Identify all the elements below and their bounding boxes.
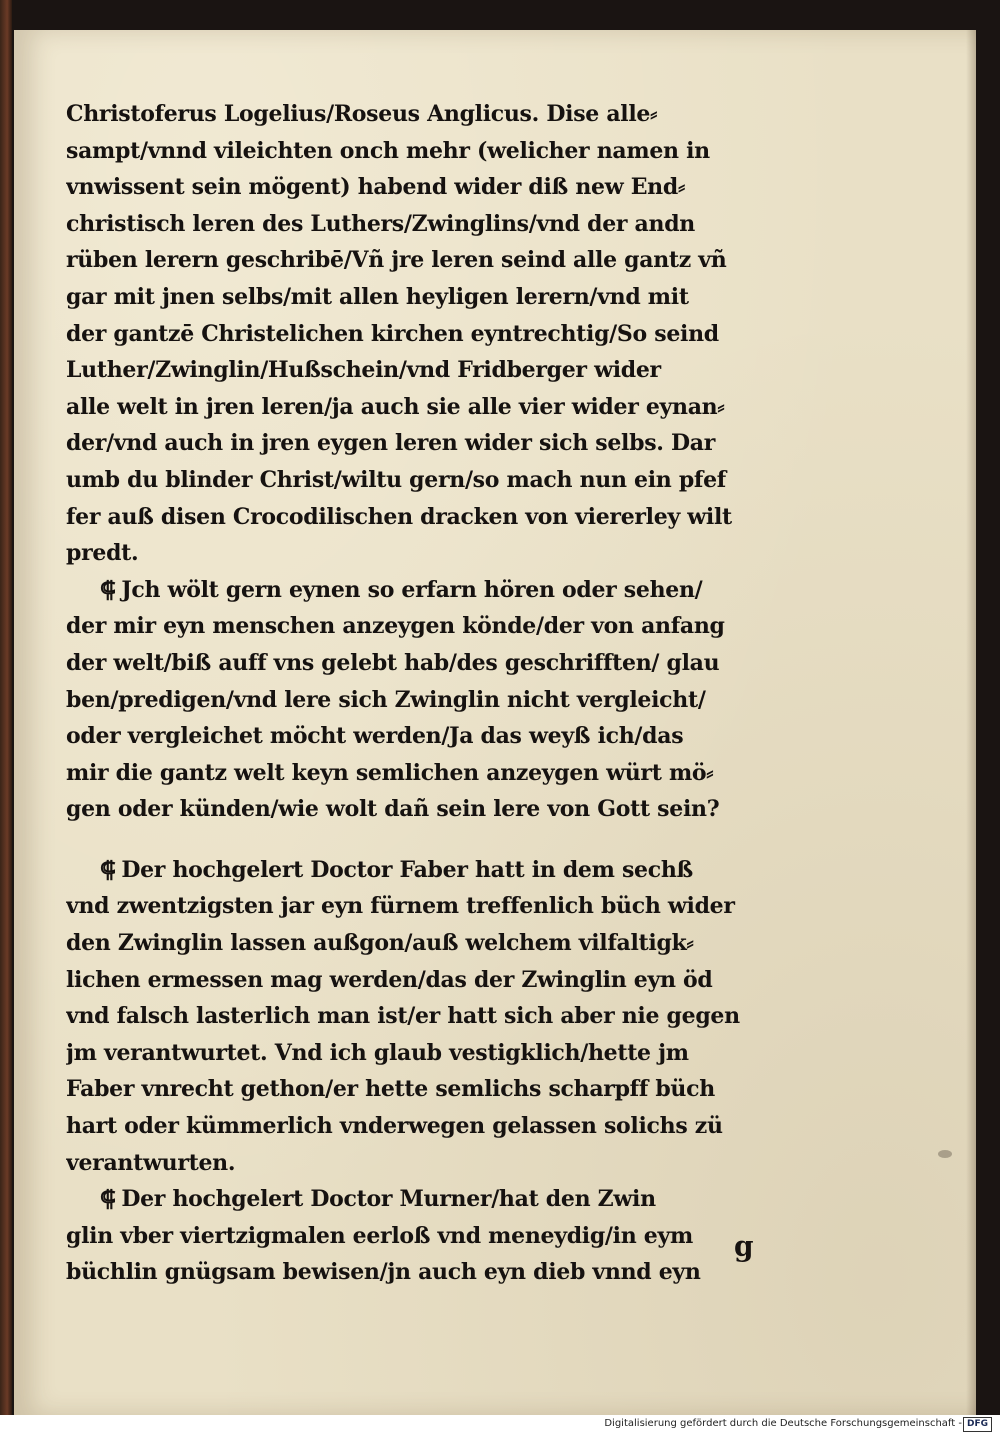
text-line-content: Jch wölt gern eynen so erfarn hören oder sehen/ bbox=[121, 576, 703, 603]
text-line: vnwissent sein mögent) habend wider diß new End⸗ bbox=[66, 174, 685, 201]
text-line: verantwurten. bbox=[66, 1149, 236, 1176]
text-line: den Zwinglin lassen außgon/auß welchem vilfaltigk⸗ bbox=[66, 930, 694, 957]
page-text bbox=[66, 96, 806, 1291]
text-line: Faber vnrecht gethon/er hette semlichs scharpff büch bbox=[66, 1076, 715, 1103]
text-line: Luther/Zwinglin/Hußschein/vnd Fridberger wider bbox=[66, 357, 661, 384]
text-line: alle welt in jren leren/ja auch sie alle vier wider eynan⸗ bbox=[66, 393, 725, 420]
text-line: vnd zwentzigsten jar eyn fürnem treffenlich büch wider bbox=[66, 893, 735, 920]
pilcrow-icon: ⸿ bbox=[100, 1186, 116, 1213]
text-line: hart oder kümmerlich vnderwegen gelassen solichs zü bbox=[66, 1113, 723, 1140]
text-line: büchlin gnügsam bewisen/jn auch eyn dieb vnnd eyn bbox=[66, 1259, 701, 1286]
text-line bbox=[66, 852, 806, 889]
text-line: mir die gantz welt keyn semlichen anzeygen würt mö⸗ bbox=[66, 759, 714, 786]
text-line: Christoferus Logelius/Roseus Anglicus. Dise alle⸗ bbox=[66, 101, 658, 127]
book-spine bbox=[0, 0, 12, 1415]
ink-smudge bbox=[938, 1150, 952, 1158]
text-line-content: Der hochgelert Doctor Faber hatt in dem sechß bbox=[121, 856, 693, 883]
page-edge-shadow bbox=[966, 30, 976, 1415]
text-line: der gantzē Christelichen kirchen eyntrechtig/So seind bbox=[66, 320, 719, 347]
text-line: christisch leren des Luthers/Zwinglins/vnd der andn bbox=[66, 210, 695, 237]
pilcrow-icon: ⸿ bbox=[100, 856, 116, 883]
text-line: umb du blinder Christ/wiltu gern/so mach nun ein pfef bbox=[66, 466, 726, 493]
funding-notice: Digitalisierung gefördert durch die Deutsche Forschungsgemeinschaft - bbox=[604, 1418, 962, 1429]
book-page bbox=[14, 30, 976, 1415]
pilcrow-icon: ⸿ bbox=[100, 576, 116, 603]
text-line: gen oder künden/wie wolt dañ sein lere von Gott sein? bbox=[66, 796, 720, 823]
text-line: sampt/vnnd vileichten onch mehr (welicher namen in bbox=[66, 137, 710, 164]
text-line: rüben lerern geschribē/Vñ jre leren seind alle gantz vñ bbox=[66, 247, 727, 274]
text-line: der welt/biß auff vns gelebt hab/des geschrifften/ glau bbox=[66, 649, 720, 676]
paragraph-gap bbox=[66, 828, 806, 852]
text-line: ben/predigen/vnd lere sich Zwinglin nicht vergleicht/ bbox=[66, 686, 706, 713]
text-line: lichen ermessen mag werden/das der Zwinglin eyn öd bbox=[66, 966, 713, 993]
text-line: predt. bbox=[66, 540, 139, 567]
text-line: jm verantwurtet. Vnd ich glaub vestigklich/hette jm bbox=[66, 1039, 689, 1066]
text-line: der/vnd auch in jren eygen leren wider sich selbs. Dar bbox=[66, 430, 716, 457]
text-line: vnd falsch lasterlich man ist/er hatt sich aber nie gegen bbox=[66, 1003, 740, 1030]
signature-mark: g bbox=[734, 1230, 754, 1263]
text-line-content: Der hochgelert Doctor Murner/hat den Zwin bbox=[121, 1186, 656, 1213]
text-line bbox=[66, 1181, 806, 1218]
text-line: oder vergleichet möcht werden/Ja das weyß ich/das bbox=[66, 723, 684, 750]
text-line: glin vber viertzigmalen eerloß vnd meneydig/in eym bbox=[66, 1222, 693, 1249]
text-line: der mir eyn menschen anzeygen könde/der von anfang bbox=[66, 613, 725, 640]
dfg-logo-icon[interactable]: DFG bbox=[963, 1417, 992, 1432]
text-line: gar mit jnen selbs/mit allen heyligen lerern/vnd mit bbox=[66, 283, 689, 310]
text-line bbox=[66, 572, 806, 609]
text-line: fer auß disen Crocodilischen dracken von viererley wilt bbox=[66, 503, 732, 530]
